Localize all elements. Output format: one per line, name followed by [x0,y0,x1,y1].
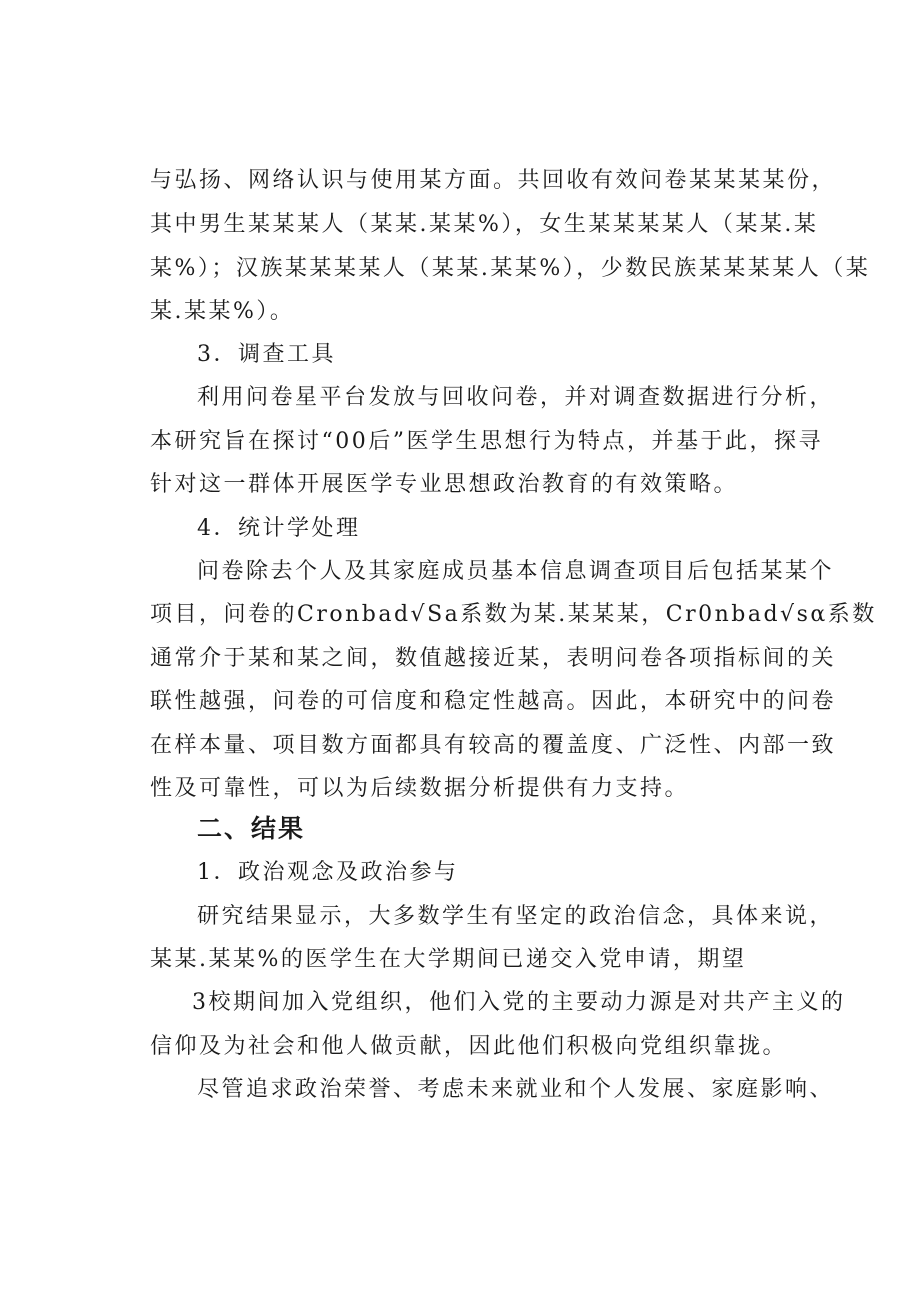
paragraph-line: 某某.某某%的医学生在大学期间已递交入党申请，期望 [150,947,747,972]
paragraph-line: 信仰及为社会和他人做贡献，因此他们积极向党组织靠拢。 [150,1034,788,1059]
paragraph-line: 性及可靠性，可以为后续数据分析提供有力支持。 [150,776,690,801]
section-subheading: 1．政治观念及政治参与 [197,860,459,885]
section-heading: 二、结果 [197,814,306,843]
paragraph-line: 其中男生某某某人（某某.某某%），女生某某某某人（某某.某 [150,212,819,237]
paragraph-line: 联性越强，问卷的可信度和稳定性越高。因此，本研究中的问卷 [150,689,837,714]
paragraph-line: 项目，问卷的Cronbad√Sa系数为某.某某某，Cr0nbad√sα系数 [150,602,877,627]
paragraph-line: 针对这一群体开展医学专业思想政治教育的有效策略。 [150,472,739,497]
paragraph-line: 通常介于某和某之间，数值越接近某，表明问卷各项指标间的关 [150,646,837,671]
section-subheading: 3．调查工具 [197,342,336,367]
paragraph-line: 问卷除去个人及其家庭成员基本信息调查项目后包括某某个 [197,559,835,584]
paragraph-line: 在样本量、项目数方面都具有较高的覆盖度、广泛性、内部一致 [150,733,837,758]
paragraph-line: 3校期间加入党组织，他们入党的主要动力源是对共产主义的 [192,990,846,1015]
paragraph-line: 某%）；汉族某某某某人（某某.某某%），少数民族某某某某人（某 [150,256,871,281]
paragraph-line: 尽管追求政治荣誉、考虑未来就业和个人发展、家庭影响、 [197,1077,835,1102]
paragraph-line: 利用问卷星平台发放与回收问卷，并对调查数据进行分析， [197,385,835,410]
section-subheading: 4．统计学处理 [197,516,361,541]
paragraph-line: 某.某某%）。 [150,299,295,324]
paragraph-line: 研究结果显示，大多数学生有坚定的政治信念，具体来说， [197,904,835,929]
paragraph-line: 本研究旨在探讨“00后”医学生思想行为特点，并基于此，探寻 [150,429,823,454]
paragraph-line: 与弘扬、网络认识与使用某方面。共回收有效问卷某某某某份， [150,168,837,193]
